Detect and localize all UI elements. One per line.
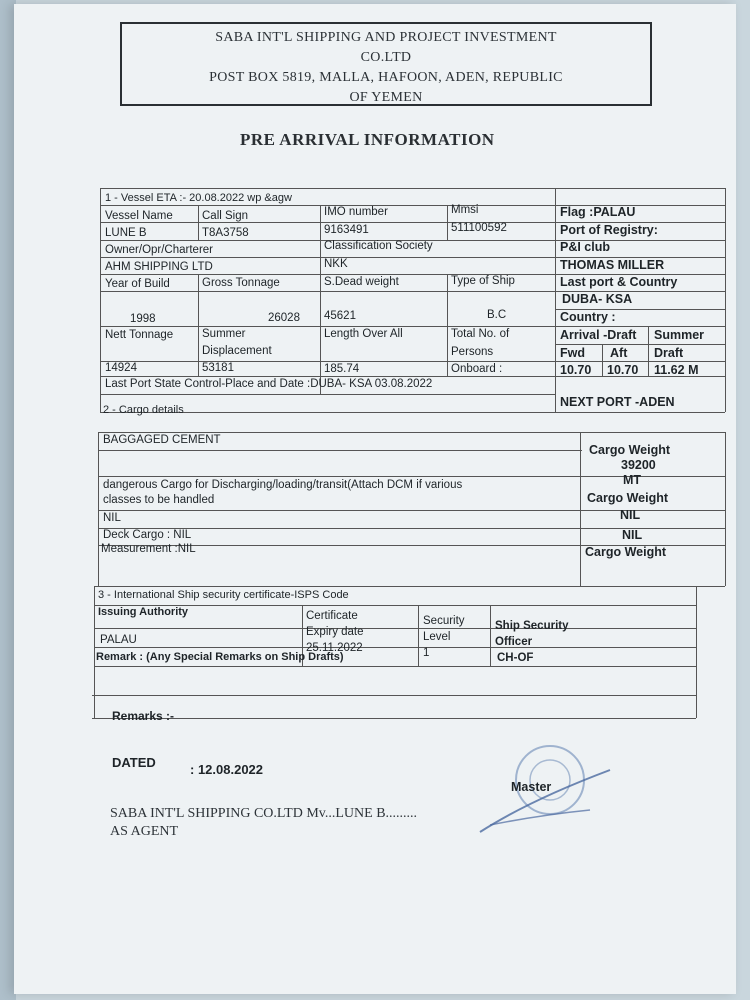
port-of-registry: Port of Registry:	[560, 223, 658, 237]
dangerous-cargo-line1: dangerous Cargo for Discharging/loading/transit(Attach DCM if various	[103, 479, 463, 491]
security-label-1: Security	[423, 615, 465, 627]
rule	[198, 205, 199, 240]
rule	[94, 586, 95, 718]
company-name-line2: CO.LTD	[360, 50, 412, 65]
dated-value: : 12.08.2022	[190, 762, 264, 777]
persons-label-3: Onboard :	[451, 363, 503, 375]
rule	[447, 205, 448, 240]
rule	[490, 605, 491, 666]
persons-label-2: Persons	[451, 346, 494, 358]
rule	[648, 326, 649, 376]
company-name-line1: SABA INT'L SHIPPING AND PROJECT INVESTMENT	[215, 30, 557, 45]
rule	[198, 274, 199, 376]
cargo-section-title: 2 - Cargo details	[103, 404, 184, 416]
cargo-description: BAGGAGED CEMENT	[103, 434, 221, 446]
rule	[100, 361, 725, 362]
arrival-draft-label: Arrival -Draft	[560, 328, 637, 342]
rule	[100, 188, 101, 412]
agent-line-2: AS AGENT	[110, 824, 179, 839]
ship-type-label: Type of Ship	[451, 275, 515, 287]
aft-label: Aft	[610, 346, 628, 360]
rule	[94, 647, 696, 648]
summer-draft-value: 11.62 M	[654, 363, 699, 377]
rule	[98, 432, 99, 586]
vessel-name-label: Vessel Name	[105, 210, 173, 222]
dangerous-cargo-line2: classes to be handled	[103, 494, 215, 506]
rule	[555, 188, 556, 412]
dangerous-cargo-value: NIL	[103, 512, 121, 524]
certificate-label-1: Certificate	[306, 610, 358, 622]
cargo-weight-unit: MT	[623, 473, 642, 487]
rule	[98, 450, 582, 451]
ssod-label-2: Officer	[495, 636, 533, 648]
draft-label: Draft	[654, 346, 684, 360]
deadweight-label: S.Dead weight	[324, 276, 399, 288]
cargo-weight-label-3: Cargo Weight	[585, 545, 667, 559]
persons-label-1: Total No. of	[451, 328, 510, 340]
flag: Flag :PALAU	[560, 205, 636, 219]
next-port: NEXT PORT -ADEN	[560, 395, 675, 409]
rule	[447, 274, 448, 376]
port-state-control: Last Port State Control-Place and Date :DUBA- KSA 03.08.2022	[105, 378, 433, 390]
ssod-value: CH-OF	[497, 652, 534, 664]
master-label: Master	[511, 780, 552, 794]
page-title: PRE ARRIVAL INFORMATION	[240, 130, 495, 149]
call-sign: T8A3758	[202, 227, 249, 239]
nett-tonnage-value: 14924	[105, 362, 137, 374]
country-label: Country :	[560, 310, 616, 324]
rule	[92, 695, 696, 696]
ship-type-value: B.C	[487, 309, 507, 321]
last-port-value: DUBA- KSA	[562, 292, 633, 306]
owner-label: Owner/Opr/Charterer	[105, 244, 214, 256]
fwd-value: 10.70	[560, 363, 592, 377]
vessel-section-title: 1 - Vessel ETA :- 20.08.2022 wp &agw	[105, 192, 292, 204]
certificate-label-2: Expiry date	[306, 626, 364, 638]
company-address-line2: OF YEMEN	[349, 90, 423, 105]
issuing-authority-label: Issuing Authority	[98, 606, 189, 618]
fwd-label: Fwd	[560, 346, 585, 360]
call-sign-label: Call Sign	[202, 210, 249, 222]
aft-value: 10.70	[607, 363, 639, 377]
year-value: 1998	[130, 313, 156, 325]
expiry-date-value: 25.11.2022	[306, 642, 363, 654]
rule	[94, 586, 696, 587]
issuing-authority-value: PALAU	[100, 634, 137, 646]
gross-tonnage-label: Gross Tonnage	[202, 277, 280, 289]
deck-cargo: Deck Cargo : NIL	[103, 529, 192, 541]
remark-label: Remark : (Any Special Remarks on Ship Drafts)	[96, 651, 344, 663]
displacement-label-2: Displacement	[202, 345, 272, 357]
deck-cargo-weight: NIL	[622, 528, 643, 542]
rule	[320, 205, 321, 394]
rule	[602, 344, 603, 376]
measurement: Measurement :NIL	[101, 543, 196, 555]
mmsi-value: 511100592	[451, 222, 507, 234]
pi-label: P&I club	[560, 240, 611, 254]
rule	[580, 432, 581, 586]
owner-value: AHM SHIPPING LTD	[105, 261, 213, 273]
rule	[725, 188, 726, 412]
vessel-name: LUNE B	[105, 227, 147, 239]
displacement-value: 53181	[202, 362, 234, 374]
remarks-label: Remarks :-	[112, 709, 175, 723]
imo-label: IMO number	[324, 206, 388, 218]
loa-value: 185.74	[324, 363, 360, 375]
company-address-line1: POST BOX 5819, MALLA, HAFOON, ADEN, REPUBLIC	[209, 70, 563, 85]
last-port-label: Last port & Country	[560, 275, 678, 289]
rule	[555, 344, 725, 345]
ssod-label-1: Ship Security	[495, 620, 569, 632]
rule	[94, 666, 696, 667]
rule	[98, 432, 725, 433]
cargo-weight-label-2: Cargo Weight	[587, 491, 669, 505]
nett-tonnage-label: Nett Tonnage	[105, 329, 174, 341]
dangerous-cargo-weight: NIL	[620, 508, 641, 522]
loa-label: Length Over All	[324, 328, 403, 340]
security-level-value: 1	[423, 647, 430, 659]
rule	[100, 188, 725, 189]
class-label: Classification Society	[324, 240, 433, 252]
rule	[725, 432, 726, 586]
isps-section-title: 3 - International Ship security certificate-ISPS Code	[98, 589, 349, 601]
agent-line-1: SABA INT'L SHIPPING CO.LTD Mv...LUNE B.........	[110, 806, 418, 821]
rule	[418, 605, 419, 666]
imo-value: 9163491	[324, 224, 369, 236]
dated-label: DATED	[112, 755, 156, 770]
rule	[696, 586, 697, 718]
security-label-2: Level	[423, 631, 451, 643]
rule	[100, 394, 555, 395]
cargo-weight-label: Cargo Weight	[589, 443, 671, 457]
rule	[94, 628, 696, 629]
mmsi-label: Mmsi	[451, 204, 479, 216]
summer-label: Summer	[654, 328, 705, 342]
gross-tonnage-value: 26028	[268, 312, 300, 324]
class-value: NKK	[324, 258, 348, 270]
rule	[92, 718, 696, 719]
rule	[100, 326, 725, 327]
deadweight-value: 45621	[324, 310, 356, 322]
displacement-label-1: Summer	[202, 328, 246, 340]
company-header-box	[120, 22, 652, 106]
year-label: Year of Build	[105, 278, 170, 290]
pi-value: THOMAS MILLER	[560, 258, 665, 272]
cargo-weight-value: 39200	[621, 458, 656, 472]
rule	[100, 412, 725, 413]
